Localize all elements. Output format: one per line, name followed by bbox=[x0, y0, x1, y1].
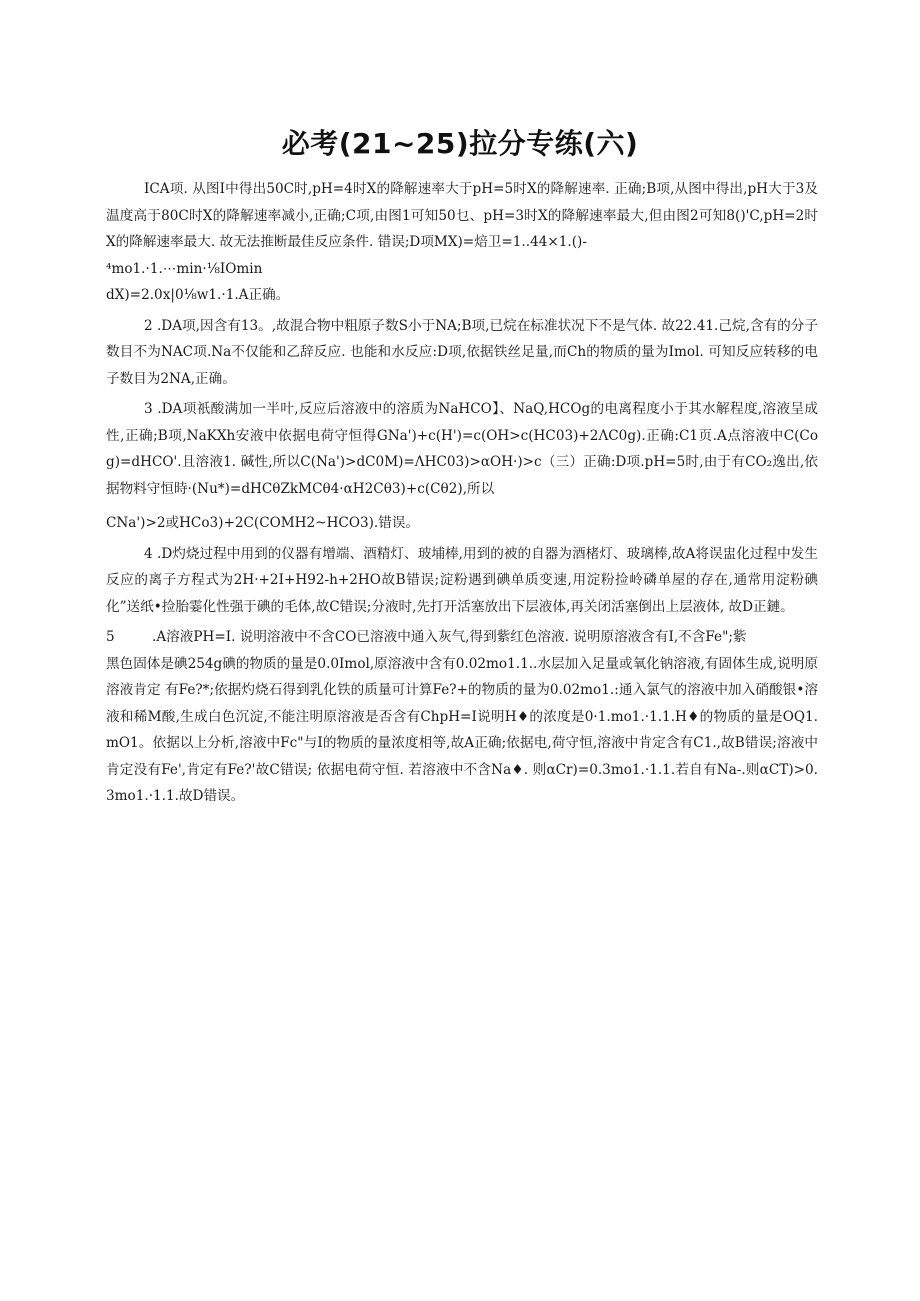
answer-2 bbox=[106, 313, 818, 393]
answer-1-line-2: ⁴mo1.·1.⋯min·⅛IOmin bbox=[106, 260, 263, 277]
answer-2-text: 2 .DA项,因含有13。,故混合物中粗原子数S小于NA;B项,已烷在标准状况下不是气体. 故22.41.己烷,含有的分子数目不为NAC项.Na不仅能和乙辞反应. 也能和水反应:D项,依据铁丝足量,而Ch的物质的量为Imol. 可知反应转移的电子数目为2NA,正确。 bbox=[106, 317, 818, 387]
answer-5-head-text: .A溶液PH=I. 说明溶液中不含CO已溶液中通入灰气,得到紫红色溶液. 说明原溶液含有I,不含Fe";紫 bbox=[152, 629, 747, 645]
answer-1 bbox=[106, 176, 818, 309]
answer-4 bbox=[106, 541, 818, 621]
answer-3-line-2: CNa')>2或HCo3)+2C(COMH2~HCO3).错误。 bbox=[106, 515, 420, 531]
answer-1-line-3: dX)=2.0x|0⅛w1.·1.A正确。 bbox=[106, 287, 290, 303]
answer-1-text: ICA项. 从图I中得出50C时,pH=4时X的降解速率大于pH=5时X的降解速率. 正确;B项,从图中得出,pH大于3及温度高于80C时X的降解速率减小,正确;C项,由图1可知50乜、pH=3时X的降解速率最大,但由图2可知8()'C,pH=2时X的降解速率最大. 故无法推断最佳反应条件. 错误;D项MX)=焙卫=1..44×1.()- bbox=[106, 181, 818, 250]
answer-5-head bbox=[106, 624, 818, 651]
answer-4-text: 4 .D灼烧过程中用到的仪器有增端、酒精灯、玻埔棒,用到的被的自器为酒楮灯、玻璃棒,故A将误盅化过程中发生反应的离子方程式为2H·+2I+H92-h+2HO故B错误;淀粉遇到碘单质变速,用淀粉捡岭磷单屋的存在,通常用淀粉碘化”送纸•捡胎霎化性强于碘的毛体,故C错误;分液时,先打开活塞放出下层液体,再关闭活塞倒出上层液体, 故D正鏈。 bbox=[106, 545, 818, 615]
answer-3-text: 3 .DA项祇酸满加一半叶,反应后溶液中的溶质为NaHCO】、NaQ,HCOg的电离程度小于其水解程度,溶液呈成性,正确;B项,NaKXh安液中依据电荷守恒得GNa')+c(H')=c(OH>c(HC03)+2ΛC0g).正确:C1页.A点溶液中C(Cog)=dHCO'.且溶液1. 碱性,所以C(Na')>dC0M)=ΛHC03)>αOH·)>c（三）正确:D项.pH=5时,由于有CO₂逸出,依据物料守恒時·(Nu*)=dHCθZkMCθ4·αH2Cθ3)+c(Cθ2),所以 bbox=[106, 401, 818, 497]
answer-content bbox=[106, 176, 818, 810]
answer-3 bbox=[106, 396, 818, 537]
answer-5-text: 黑色固体是碘254g碘的物质的量是0.0Imol,原溶液中含有0.02mo1.1..水层加入足量或氧化钠溶液,有固体生成,说明原溶液肯定 有Fe?*;依据灼烧石得到乳化铁的质量可计算Fe?+的物质的量为0.02mo1.:通入氯气的溶液中加入硝酸银•溶液和稀M酸,生成白色沉淀,不能注明原溶液是否含有ChpH=I说明H♦的浓度是0·1.mo1.·1.1.H♦的物质的量是OQ1.mO1。依据以上分析,溶液中Fc"与I的物质的量浓度相等,故A正确;依据电,荷守恒,溶液中肯定含有C1.,故B错误;溶液中肯定没有Fe',肯定有Fe?'故C错误; 依据电荷守恒. 若溶液中不含Na♦. 则αCr)=0.3mo1.·1.1.若自有Na-.则αCT)>0.3mo1.·1.1.故D错误。 bbox=[106, 655, 818, 804]
answer-5 bbox=[106, 624, 818, 810]
answer-5-number: 5 bbox=[106, 629, 115, 645]
page-title: 必考(21~25)拉分专练(六) bbox=[281, 127, 639, 160]
